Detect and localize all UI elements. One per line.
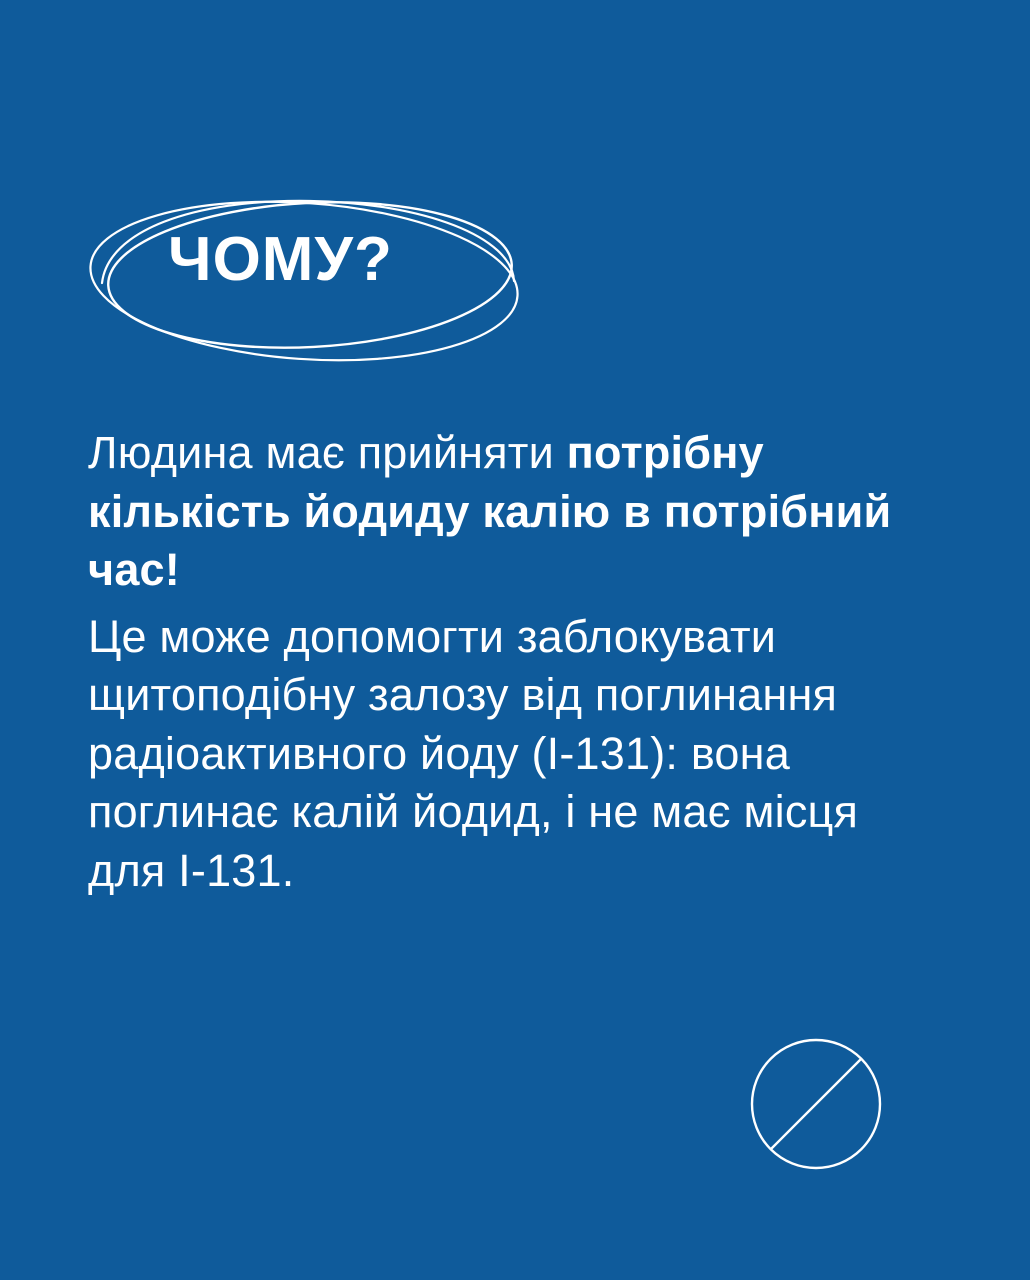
pill-icon — [750, 1038, 882, 1170]
heading-group — [72, 185, 542, 370]
paragraph-1 — [88, 424, 948, 600]
paragraph-1-lead: Людина має прийняти — [88, 427, 567, 478]
paragraph-1-emphasis: потрібну кількість йодиду калію в потрібний час! — [88, 427, 892, 595]
page-title: ЧОМУ? — [168, 225, 393, 294]
body-copy — [88, 424, 948, 900]
paragraph-2-text: Це може допомогти заблокувати щитоподібну залозу від поглинання радіоактивного йоду (I-131): вона поглинає калій йодид, і не має місця для I-131. — [88, 610, 859, 896]
paragraph-2 — [88, 608, 948, 901]
